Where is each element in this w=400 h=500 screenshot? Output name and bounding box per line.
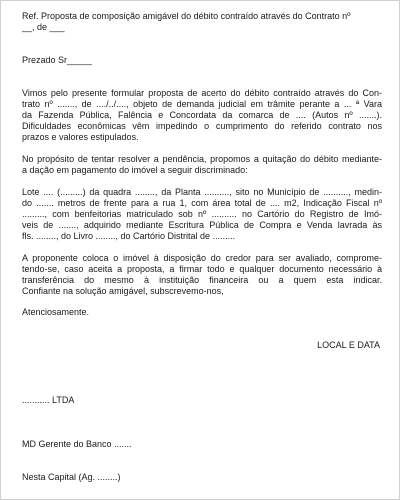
paragraph-line: Lote .... (.........) da quadra ........, da Planta .........., sito no Município de .........., medin- xyxy=(22,187,382,197)
paragraph-line: transferência do mesmo à instituição financeira ou a quem esta indicar. xyxy=(22,275,382,285)
paragraph-line: Confiante na solução amigável, subscrevemo-nos, xyxy=(22,286,224,296)
salutation: Prezado Sr_____ xyxy=(22,55,93,65)
paragraph-offer xyxy=(22,253,382,297)
paragraph-proposal xyxy=(22,154,382,176)
paragraph-line: prazos e valores estipulados. xyxy=(22,132,139,142)
paragraph-line: trato nº ......., de ..../../...., objeto de demanda judicial em trâmite perante a ... ª Vara xyxy=(22,99,382,109)
paragraph-line: No propósito de tentar resolver a pendência, propomos a quitação do débito mediante- xyxy=(22,154,382,164)
paragraph-line: da Fazenda Pública, Falência e Concordata da comarca de .... (Autos nº .......). xyxy=(22,110,382,120)
recipient: MD Gerente do Banco ....... xyxy=(22,439,132,449)
place-date: LOCAL E DATA xyxy=(317,340,380,350)
paragraph-line: Vimos pelo presente formular proposta de acerto do débito contraído através do Con- xyxy=(22,88,382,98)
paragraph-property xyxy=(22,187,382,242)
paragraph-line: fls. ........, do Livro ........, do Cartório Distrital de ......... xyxy=(22,231,236,241)
reference-line: Ref. Proposta de composição amigável do débito contraído através do Contrato nº xyxy=(22,11,351,21)
city: Nesta Capital (Ag. ........) xyxy=(22,472,121,482)
letter-body xyxy=(22,11,382,483)
paragraph-line: A proponente coloca o imóvel à disposição do credor para ser avaliado, comprome- xyxy=(22,253,382,263)
paragraph-line: Dificuldades econômicas vêm impedindo o cumprimento do referido contrato nos xyxy=(22,121,382,131)
paragraph-line: ........., com benfeitorias matriculado sob nº .......... no Cartório do Registro de Imó- xyxy=(22,209,382,219)
reference-line: __, de ___ xyxy=(22,22,65,32)
paragraph-line: tendo-se, caso aceita a proposta, a firmar todo e qualquer documento necessário à xyxy=(22,264,382,274)
company-signature: ........... LTDA xyxy=(22,395,75,405)
paragraph-line: a dação em pagamento do imóvel a seguir discriminado: xyxy=(22,165,248,175)
reference-block xyxy=(22,11,382,33)
closing: Atenciosamente. xyxy=(22,307,90,317)
paragraph-line: veis de ......., adquirido mediante Escritura Pública de Compra e Venda lavrada às xyxy=(22,220,382,230)
paragraph-intro xyxy=(22,88,382,143)
paragraph-line: do ....... metros de frente para a rua 1, com área total de .... m2, Indicação Fiscal nº xyxy=(22,198,382,208)
